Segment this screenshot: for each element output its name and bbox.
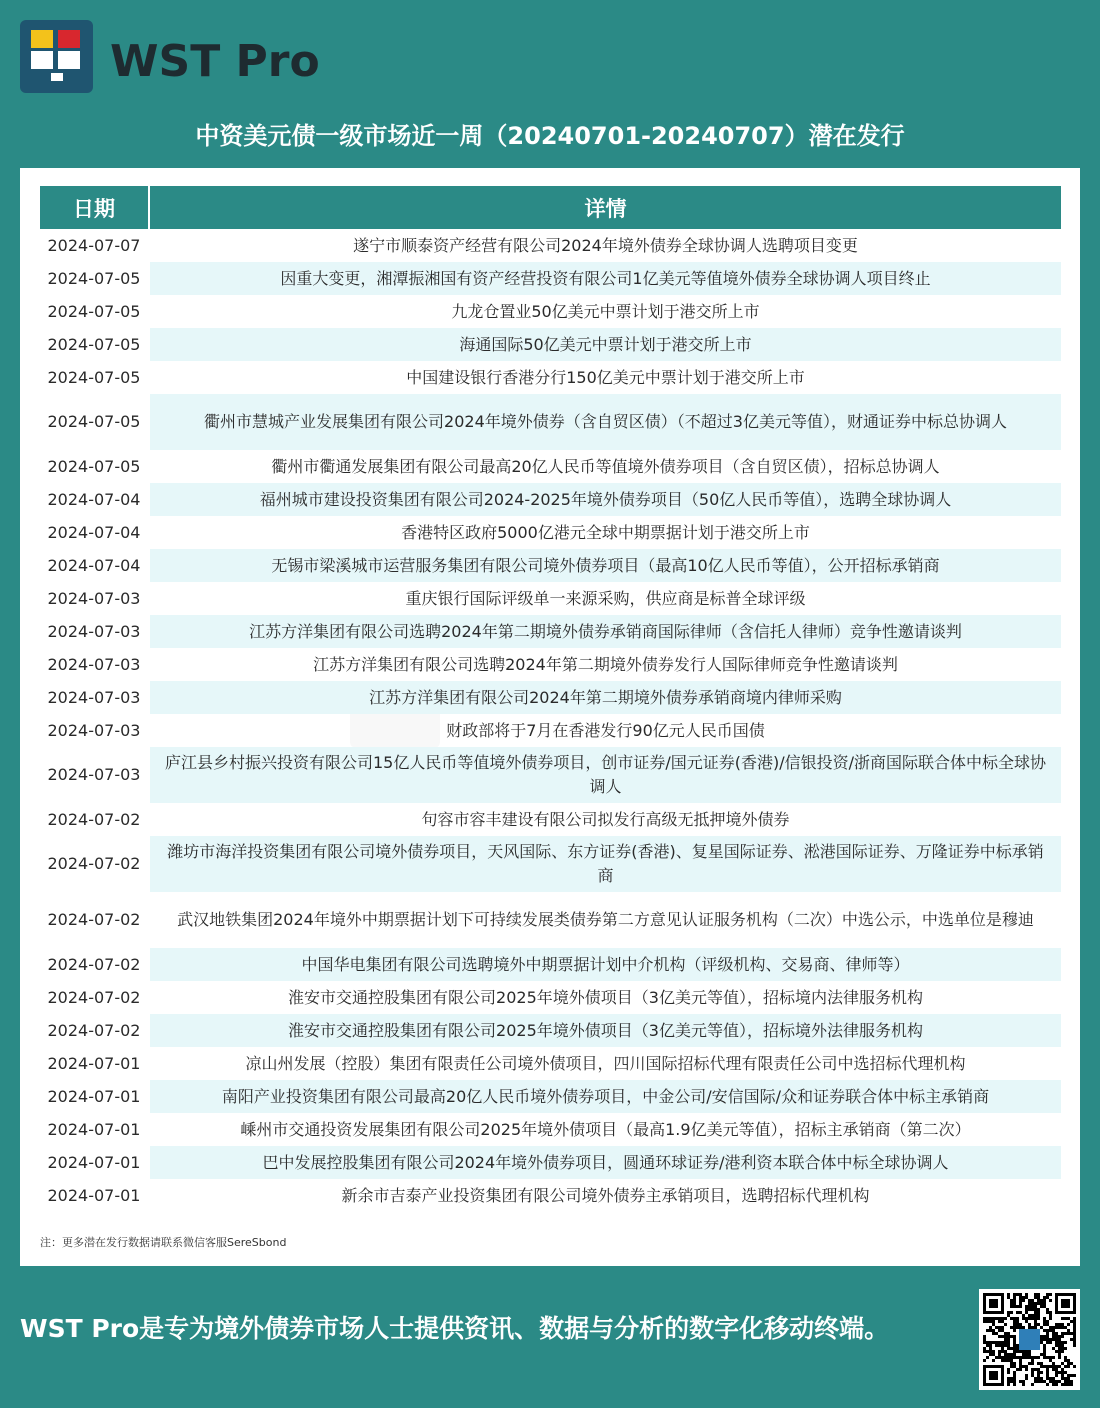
row-detail: 中国建设银行香港分行150亿美元中票计划于港交所上市 [406,367,805,387]
page-title: 中资美元债一级市场近一周（20240701-20240707）潜在发行 [195,122,905,150]
row-date: 2024-07-02 [40,892,149,948]
row-date: 2024-07-03 [40,648,149,681]
row-detail: 重庆银行国际评级单一来源采购，供应商是标普全球评级 [405,588,806,608]
table-row [40,1146,1061,1179]
table-row [40,361,1061,394]
table-row [40,328,1061,361]
row-date: 2024-07-01 [40,1113,149,1146]
table-row [40,516,1061,549]
row-date: 2024-07-03 [40,681,149,714]
row-date: 2024-07-04 [40,483,149,516]
table-row [40,549,1061,582]
row-date: 2024-07-05 [40,450,149,483]
row-detail: 衢州市衢通发展集团有限公司最高20亿人民币等值境外债券项目（含自贸区债），招标总协调人 [271,456,940,476]
row-detail: 福州城市建设投资集团有限公司2024-2025年境外债券项目（50亿人民币等值），选聘全球协调人 [149,483,1061,516]
row-date: 2024-07-03 [40,582,149,615]
row-detail: 衢州市慧城产业发展集团有限公司2024年境外债券（含自贸区债）（不超过3亿美元等值），财通证券中标总协调人 [149,394,1061,450]
table-row [40,582,1061,615]
table-row [40,295,1061,328]
row-detail: 江苏方洋集团有限公司2024年第二期境外债券承销商境内律师采购 [149,681,1061,714]
row-detail: 江苏方洋集团有限公司选聘2024年第二期境外债券承销商国际律师（含信托人律师）竞争性邀请谈判 [149,615,1061,648]
row-date: 2024-07-03 [40,714,149,747]
row-detail: 遂宁市顺泰资产经营有限公司2024年境外债券全球协调人选聘项目变更 [353,235,858,255]
table-row [40,394,1061,450]
row-date: 2024-07-01 [40,1146,149,1179]
row-detail: 淮安市交通控股集团有限公司2025年境外债项目（3亿美元等值），招标境外法律服务机构 [149,1014,1061,1047]
row-detail: 嵊州市交通投资发展集团有限公司2025年境外债项目（最高1.9亿美元等值），招标主承销商（第二次） [240,1119,971,1139]
table-row [40,1014,1061,1047]
row-date: 2024-07-02 [40,836,149,892]
row-detail: 新余市吉泰产业投资集团有限公司境外债券主承销项目，选聘招标代理机构 [341,1185,870,1205]
table-row [40,1179,1061,1212]
qr-code-icon [979,1289,1080,1390]
brand-name: WST Pro [110,36,320,87]
detail-column-header: 详情 [149,186,1061,229]
row-date: 2024-07-01 [40,1179,149,1212]
table-row [40,483,1061,516]
row-detail: 江苏方洋集团有限公司选聘2024年第二期境外债券发行人国际律师竞争性邀请谈判 [313,654,898,674]
row-date: 2024-07-07 [40,229,149,262]
row-detail: 财政部将于7月在香港发行90亿元人民币国债 [446,720,765,740]
row-date: 2024-07-02 [40,948,149,981]
row-detail: 淮安市交通控股集团有限公司2025年境外债项目（3亿美元等值），招标境内法律服务机构 [288,987,923,1007]
row-date: 2024-07-04 [40,516,149,549]
row-detail: 武汉地铁集团2024年境外中期票据计划下可持续发展类债券第二方意见认证服务机构（二次）中选公示，中选单位是穆迪 [177,910,1034,929]
table-row [40,648,1061,681]
table-row [40,262,1061,295]
row-detail: 潍坊市海洋投资集团有限公司境外债券项目，天风国际、东方证券(香港)、复星国际证券、淞港国际证券、万隆证券中标承销商 [149,836,1061,892]
footer-tagline: WST Pro是专为境外债券市场人士提供资讯、数据与分析的数字化移动终端。 [20,1314,890,1343]
row-detail: 香港特区政府5000亿港元全球中期票据计划于港交所上市 [401,522,810,542]
row-date: 2024-07-05 [40,394,149,450]
row-detail: 南阳产业投资集团有限公司最高20亿人民币境外债券项目，中金公司/安信国际/众和证券联合体中标主承销商 [149,1080,1061,1113]
row-detail: 九龙仓置业50亿美元中票计划于港交所上市 [451,301,760,321]
issuance-panel [20,168,1080,1266]
row-date: 2024-07-02 [40,981,149,1014]
row-date: 2024-07-05 [40,262,149,295]
row-date: 2024-07-04 [40,549,149,582]
date-column-header: 日期 [40,186,149,229]
issuance-table [40,186,1061,1212]
row-date: 2024-07-05 [40,361,149,394]
row-date: 2024-07-03 [40,747,149,803]
row-date: 2024-07-05 [40,295,149,328]
row-detail: 句容市容丰建设有限公司拟发行高级无抵押境外债券 [421,809,790,829]
table-row [40,948,1061,981]
table-row [40,229,1061,262]
table-row [40,981,1061,1014]
row-date: 2024-07-01 [40,1080,149,1113]
table-row [40,747,1061,803]
table-row [40,714,1061,747]
row-detail: 因重大变更，湘潭振湘国有资产经营投资有限公司1亿美元等值境外债券全球协调人项目终止 [149,262,1061,295]
header [0,0,1100,110]
row-detail: 庐江县乡村振兴投资有限公司15亿人民币等值境外债券项目，创市证券/国元证券(香港)/信银投资/浙商国际联合体中标全球协调人 [149,747,1061,803]
table-header-row [40,186,1061,229]
table-row [40,1047,1061,1080]
row-detail: 无锡市梁溪城市运营服务集团有限公司境外债券项目（最高10亿人民币等值），公开招标承销商 [149,549,1061,582]
row-detail: 海通国际50亿美元中票计划于港交所上市 [149,328,1061,361]
wst-logo-icon [20,20,93,93]
table-row [40,681,1061,714]
table-row [40,803,1061,836]
row-date: 2024-07-05 [40,328,149,361]
table-row [40,1080,1061,1113]
row-date: 2024-07-02 [40,1014,149,1047]
row-detail: 巴中发展控股集团有限公司2024年境外债券项目，圆通环球证券/港利资本联合体中标全球协调人 [149,1146,1061,1179]
footnote: 注：更多潜在发行数据请联系微信客服SereSbond [40,1236,287,1249]
table-row [40,450,1061,483]
row-detail: 凉山州发展（控股）集团有限责任公司境外债项目，四川国际招标代理有限责任公司中选招标代理机构 [245,1053,966,1073]
row-detail: 中国华电集团有限公司选聘境外中期票据计划中介机构（评级机构、交易商、律师等） [149,948,1061,981]
table-row [40,1113,1061,1146]
table-row [40,892,1061,948]
table-row [40,615,1061,648]
table-row [40,836,1061,892]
row-date: 2024-07-02 [40,803,149,836]
row-date: 2024-07-01 [40,1047,149,1080]
row-date: 2024-07-03 [40,615,149,648]
